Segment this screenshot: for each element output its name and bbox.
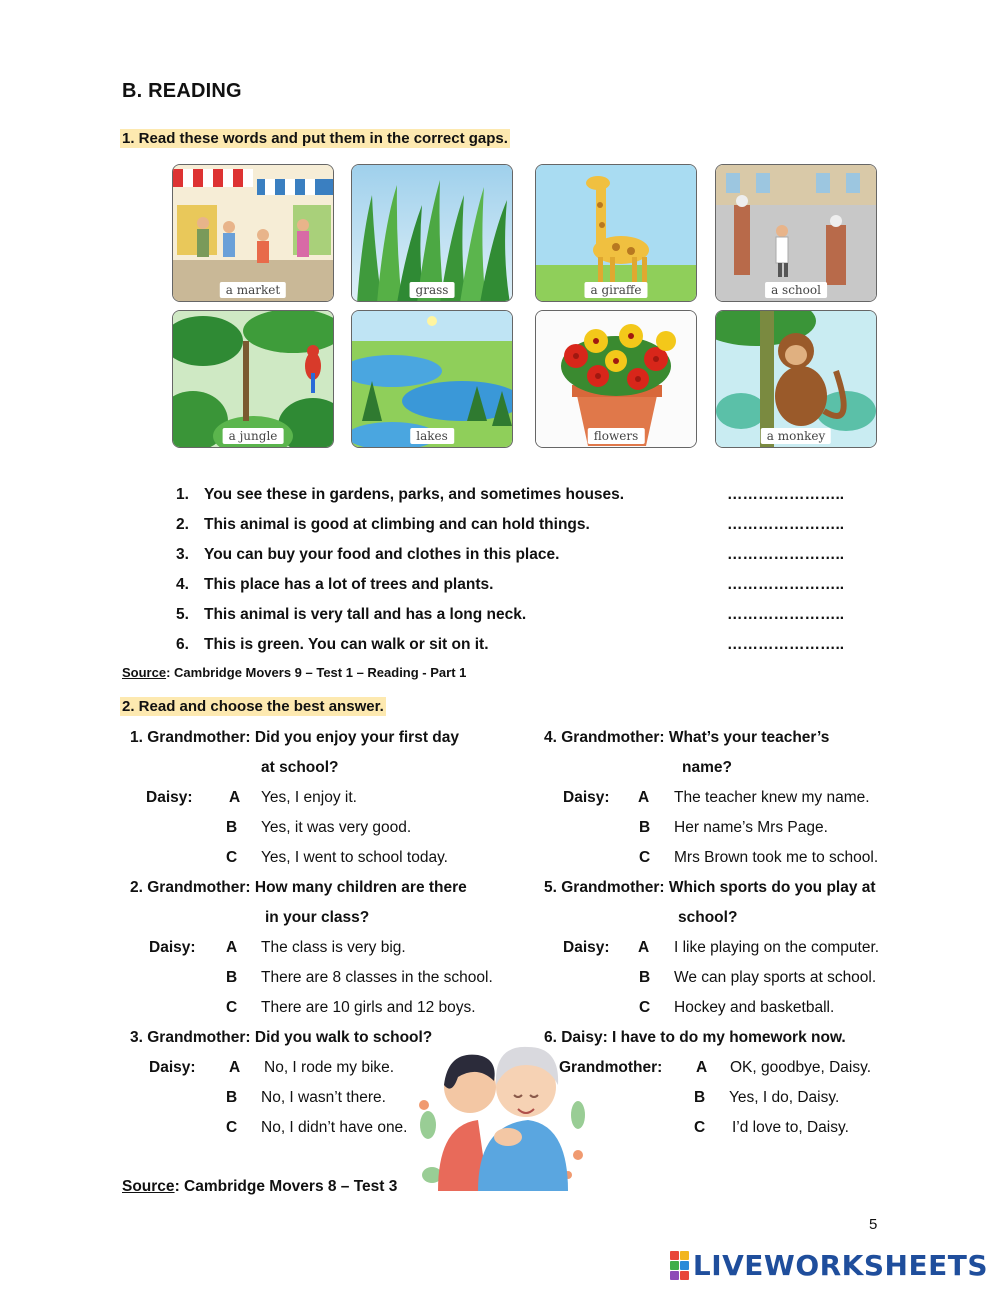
section-title: B. READING: [122, 80, 242, 102]
option-letter[interactable]: C: [226, 999, 238, 1016]
option-letter[interactable]: B: [226, 819, 238, 836]
answer-gap[interactable]: …………………..: [727, 636, 845, 653]
option-text[interactable]: We can play sports at school.: [674, 969, 877, 986]
picture-caption: a market: [220, 282, 286, 298]
speaker-label: Daisy:: [149, 939, 196, 956]
question-5-cont: school?: [678, 909, 738, 926]
answer-gap[interactable]: …………………..: [727, 486, 845, 503]
option-letter[interactable]: C: [639, 999, 651, 1016]
option-letter[interactable]: C: [226, 849, 238, 866]
picture-school: [715, 164, 877, 302]
option-text[interactable]: Mrs Brown took me to school.: [674, 849, 879, 866]
question-2-cont: in your class?: [265, 909, 370, 926]
option-text[interactable]: Yes, I enjoy it.: [261, 789, 357, 806]
option-letter[interactable]: C: [639, 849, 651, 866]
picture-caption: a jungle: [223, 428, 284, 444]
option-text[interactable]: OK, goodbye, Daisy.: [730, 1059, 872, 1076]
option-letter[interactable]: B: [639, 969, 651, 986]
grandmother-illustration: [418, 1025, 586, 1191]
option-letter[interactable]: A: [696, 1059, 708, 1076]
picture-caption: grass: [410, 282, 455, 298]
picture-grass: [351, 164, 513, 302]
liveworksheets-logo[interactable]: [670, 1249, 988, 1282]
picture-giraffe: [535, 164, 697, 302]
answer-gap[interactable]: …………………..: [727, 606, 845, 623]
option-text[interactable]: Her name’s Mrs Page.: [674, 819, 828, 836]
picture-jungle: [172, 310, 334, 448]
question-1-cont: at school?: [261, 759, 339, 776]
option-letter[interactable]: A: [226, 939, 238, 956]
speaker-label: Daisy:: [146, 789, 193, 806]
option-text[interactable]: The class is very big.: [261, 939, 406, 956]
question-3: 3. Grandmother: Did you walk to school?: [130, 1029, 433, 1046]
option-text[interactable]: There are 8 classes in the school.: [261, 969, 493, 986]
speaker-label: Daisy:: [563, 789, 610, 806]
option-letter[interactable]: B: [226, 1089, 238, 1106]
question-4-cont: name?: [682, 759, 732, 776]
option-letter[interactable]: B: [694, 1089, 706, 1106]
speaker-label: Daisy:: [149, 1059, 196, 1076]
option-text[interactable]: There are 10 girls and 12 boys.: [261, 999, 476, 1016]
question-5: 5. Grandmother: Which sports do you play at: [544, 879, 876, 896]
speaker-label: Daisy:: [563, 939, 610, 956]
logo-text: LIVEWORKSHEETS: [692, 1249, 988, 1282]
question-6: 6. Daisy: I have to do my homework now.: [544, 1029, 846, 1046]
answer-gap[interactable]: …………………..: [727, 516, 845, 533]
exercise-2-instruction: 2. Read and choose the best answer.: [122, 698, 384, 715]
option-text[interactable]: Hockey and basketball.: [674, 999, 835, 1016]
option-text[interactable]: No, I didn’t have one.: [261, 1119, 408, 1136]
option-letter[interactable]: A: [229, 789, 241, 806]
picture-caption: a giraffe: [584, 282, 647, 298]
answer-gap[interactable]: …………………..: [727, 576, 845, 593]
source-1: Source: Cambridge Movers 9 – Test 1 – Reading - Part 1: [122, 665, 467, 680]
picture-lakes: [351, 310, 513, 448]
picture-caption: a monkey: [761, 428, 831, 444]
option-text[interactable]: Yes, I do, Daisy.: [729, 1089, 840, 1106]
picture-grid: [170, 162, 878, 452]
option-text[interactable]: I like playing on the computer.: [674, 939, 880, 956]
option-letter[interactable]: C: [226, 1119, 238, 1136]
logo-blocks-icon: [670, 1251, 689, 1280]
option-letter[interactable]: B: [226, 969, 238, 986]
option-text[interactable]: Yes, it was very good.: [261, 819, 412, 836]
option-text[interactable]: The teacher knew my name.: [674, 789, 870, 806]
option-letter[interactable]: A: [638, 939, 650, 956]
option-text[interactable]: No, I rode my bike.: [264, 1059, 395, 1076]
picture-caption: flowers: [588, 428, 645, 444]
option-text[interactable]: No, I wasn’t there.: [261, 1089, 386, 1106]
picture-caption: a school: [765, 282, 827, 298]
option-letter[interactable]: A: [229, 1059, 241, 1076]
picture-monkey: [715, 310, 877, 448]
picture-market: [172, 164, 334, 302]
option-letter[interactable]: A: [638, 789, 650, 806]
source-2: Source: Cambridge Movers 8 – Test 3: [122, 1178, 398, 1195]
question-1: 1. Grandmother: Did you enjoy your first day: [130, 729, 459, 746]
option-letter[interactable]: B: [639, 819, 651, 836]
question-2: 2. Grandmother: How many children are there: [130, 879, 467, 896]
speaker-label: Grandmother:: [559, 1059, 663, 1076]
answer-gap[interactable]: …………………..: [727, 546, 845, 563]
picture-flowers: [535, 310, 697, 448]
option-letter[interactable]: C: [694, 1119, 706, 1136]
exercise-1-instruction: 1. Read these words and put them in the correct gaps.: [122, 130, 508, 147]
picture-caption: lakes: [410, 428, 454, 444]
page-number: 5: [869, 1216, 878, 1233]
question-4: 4. Grandmother: What’s your teacher’s: [544, 729, 830, 746]
option-text[interactable]: I’d love to, Daisy.: [732, 1119, 849, 1136]
option-text[interactable]: Yes, I went to school today.: [261, 849, 448, 866]
